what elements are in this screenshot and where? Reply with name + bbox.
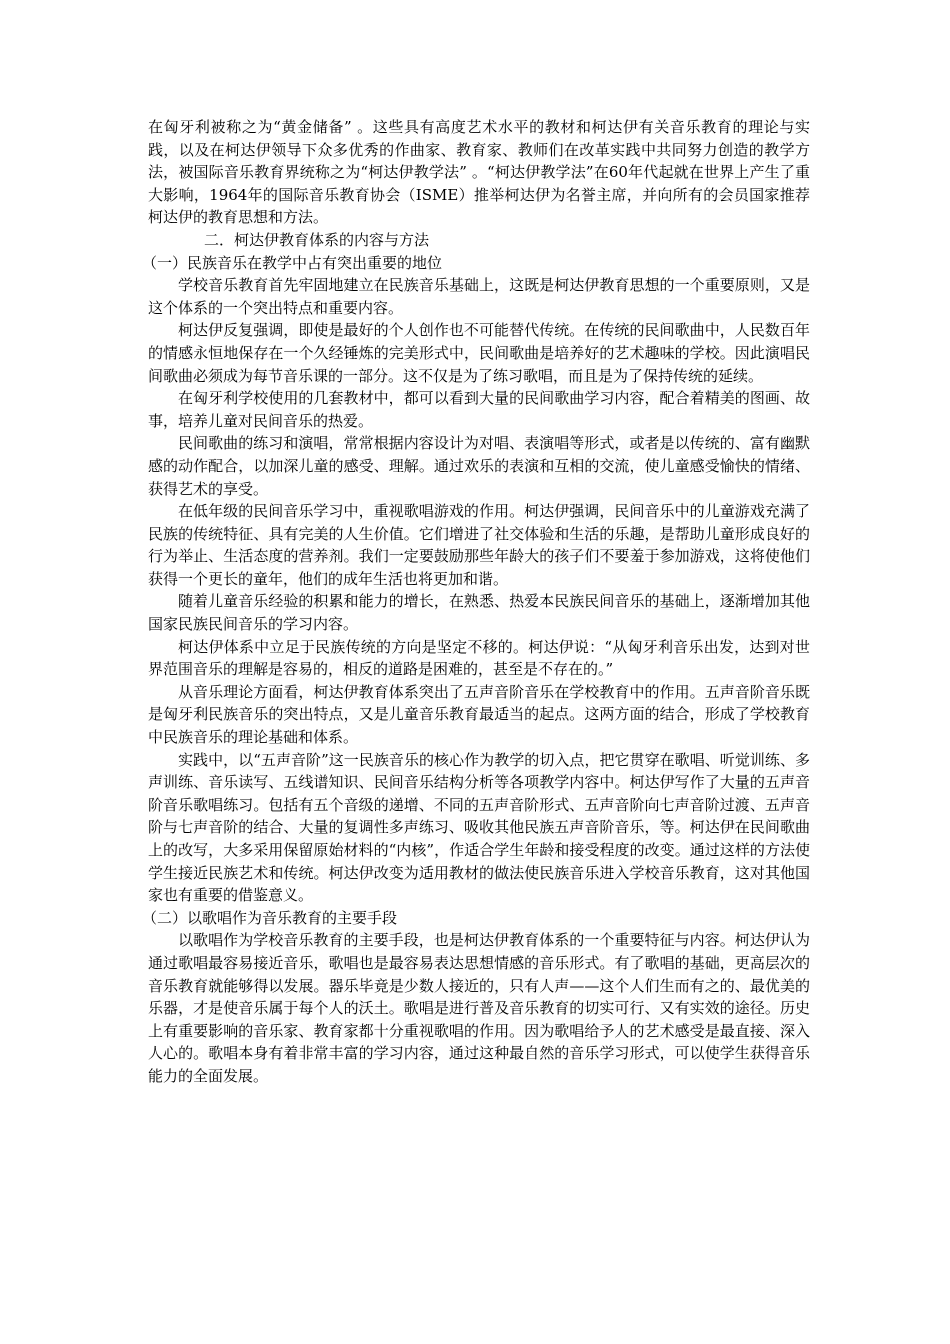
- subsection-heading: （一）民族音乐在教学中占有突出重要的地位: [142, 253, 443, 272]
- subsection-heading: （二）以歌唱作为音乐教育的主要手段: [142, 908, 398, 927]
- section-heading: 二．柯达伊教育体系的内容与方法: [204, 230, 430, 249]
- paragraph: 在低年级的民间音乐学习中，重视歌唱游戏的作用。柯达伊强调，民间音乐中的儿童游戏充满了民族的传统特征、具有完美的人生价值。它们增进了社交体验和生活的乐趣，是帮助儿童形成良好的行为举止、生活态度的营养剂。我们一定要鼓励那些年龄大的孩子们不要羞于参加游戏，这将使他们获得一个更长的童年，他们的成年生活也将更加和谐。: [148, 502, 810, 588]
- paragraph-continuation: 在匈牙利被称之为“黄金储备” 。这些具有高度艺术水平的教材和柯达伊有关音乐教育的理论与实践，以及在柯达伊领导下众多优秀的作曲家、教育家、教师们在改革实践中共同努力创造的教学方法，被国际音乐教育界统称之为“柯达伊教学法” 。“柯达伊教学法”在60年代起就在世界上产生了重大影响，1964年的国际音乐教育协会（ISME）推举柯达伊为名誉主席，并向所有的会员国家推荐柯达伊的教育思想和方法。: [148, 118, 810, 227]
- document-body: [142, 116, 810, 1088]
- paragraph: 实践中，以“五声音阶”这一民族音乐的核心作为教学的切入点，把它贯穿在歌唱、听觉训练、多声训练、音乐读写、五线谱知识、民间音乐结构分析等各项教学内容中。柯达伊写作了大量的五声音阶音乐歌唱练习。包括有五个音级的递增、不同的五声音阶形式、五声音阶向七声音阶过渡、五声音阶与七声音阶的结合、大量的复调性多声练习、吸收其他民族五声音阶音乐，等。柯达伊在民间歌曲上的改写，大多采用保留原始材料的“内核”，作适合学生年龄和接受程度的改变。通过这样的方法使学生接近民族艺术和传统。柯达伊改变为适用教材的做法使民族音乐进入学校音乐教育，这对其他国家也有重要的借鉴意义。: [148, 750, 810, 905]
- paragraph: 民间歌曲的练习和演唱，常常根据内容设计为对唱、表演唱等形式，或者是以传统的、富有幽默感的动作配合，以加深儿童的感受、理解。通过欢乐的表演和互相的交流，使儿童感受愉快的情绪、获得艺术的享受。: [148, 434, 810, 498]
- paragraph: 柯达伊反复强调，即使是最好的个人创作也不可能替代传统。在传统的民间歌曲中，人民数百年的情感永恒地保存在一个久经锤炼的完美形式中，民间歌曲是培养好的艺术趣味的学校。因此演唱民间歌曲必须成为每节音乐课的一部分。这不仅是为了练习歌唱，而且是为了保持传统的延续。: [148, 321, 810, 385]
- paragraph: 在匈牙利学校使用的几套教材中，都可以看到大量的民间歌曲学习内容，配合着精美的图画、故事，培养儿童对民间音乐的热爱。: [148, 389, 810, 430]
- paragraph: 学校音乐教育首先牢固地建立在民族音乐基础上，这既是柯达伊教育思想的一个重要原则，又是这个体系的一个突出特点和重要内容。: [148, 276, 810, 317]
- paragraph: 随着儿童音乐经验的积累和能力的增长，在熟悉、热爱本民族民间音乐的基础上，逐渐增加其他国家民族民间音乐的学习内容。: [148, 592, 810, 634]
- paragraph: 从音乐理论方面看，柯达伊教育体系突出了五声音阶音乐在学校教育中的作用。五声音阶音乐既是匈牙利民族音乐的突出特点，又是儿童音乐教育最适当的起点。这两方面的结合，形成了学校教育中民族音乐的理论基础和体系。: [148, 682, 810, 747]
- paragraph: 柯达伊体系中立足于民族传统的方向是坚定不移的。柯达伊说：“从匈牙利音乐出发，达到对世界范围音乐的理解是容易的，相反的道路是困难的，甚至是不存在的。”: [148, 637, 810, 679]
- paragraph: 以歌唱作为学校音乐教育的主要手段，也是柯达伊教育体系的一个重要特征与内容。柯达伊认为通过歌唱最容易接近音乐，歌唱也是最容易表达思想情感的音乐形式。有了歌唱的基础，更高层次的音乐教育就能够得以发展。器乐毕竟是少数人接近的，只有人声——这个人们生而有之的、最优美的乐器，才是使音乐属于每个人的沃土。歌唱是进行普及音乐教育的切实可行、又有实效的途径。历史上有重要影响的音乐家、教育家都十分重视歌唱的作用。因为歌唱给予人的艺术感受是最直接、深入人心的。歌唱本身有着非常丰富的学习内容，通过这种最自然的音乐学习形式，可以使学生获得音乐能力的全面发展。: [148, 931, 810, 1085]
